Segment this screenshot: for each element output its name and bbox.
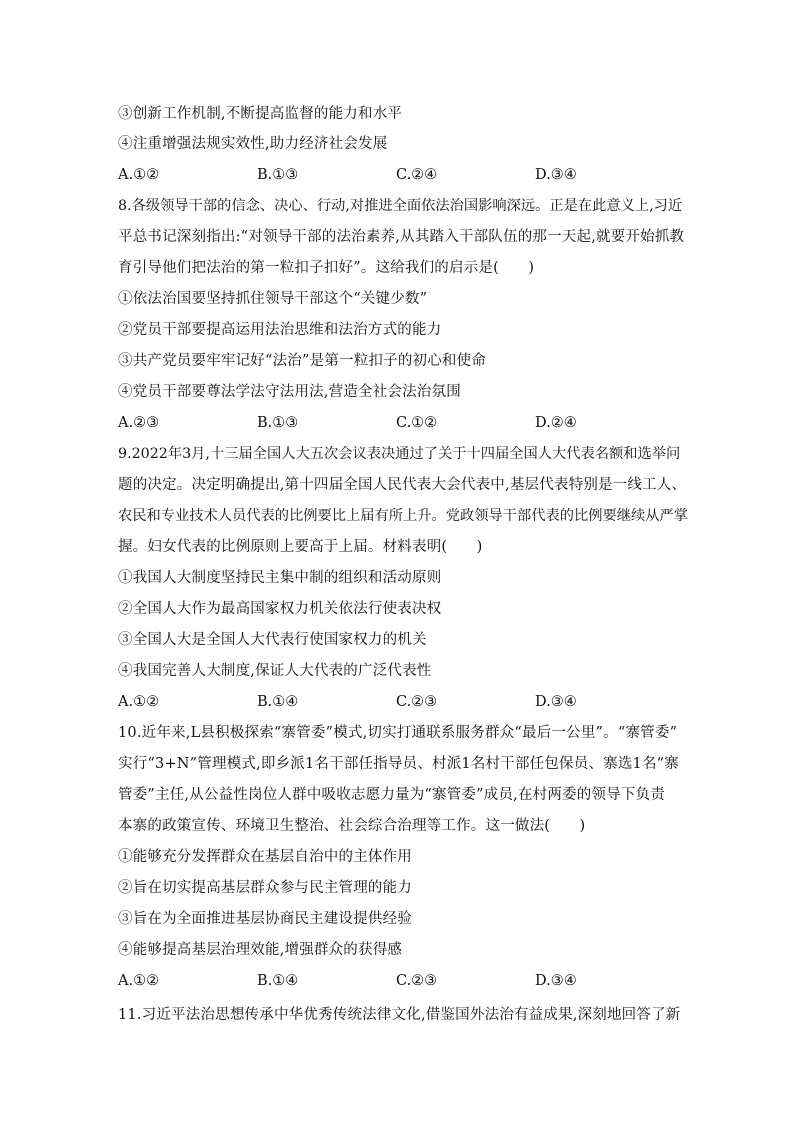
- q11-stem-line-1: 11.习近平法治思想传承中华优秀传统法律文化,借鉴国外法治有益成果,深刻地回答了新: [118, 1007, 681, 1023]
- q8-choice-c[interactable]: C.①②: [396, 415, 438, 431]
- q9-stem-line-3: 农民和专业技术人员代表的比例要比上届有所上升。党政领导干部代表的比例要继续从严掌: [118, 508, 689, 524]
- q9-option-3: ③全国人大是全国人大代表行使国家权力的机关: [118, 632, 427, 648]
- q10-option-2: ②旨在切实提高基层群众参与民主管理的能力: [118, 880, 412, 896]
- q10-choice-c[interactable]: C.②③: [396, 973, 438, 989]
- q10-option-1: ①能够充分发挥群众在基层自治中的主体作用: [118, 849, 412, 865]
- q10-stem-line-2: 实行“3+N”管理模式,即乡派1名干部任指导员、村派1名村干部任包保员、寨选1名“寨: [118, 756, 679, 772]
- q10-stem-line-1: 10.近年来,L县积极探索“寨管委”模式,切实打通联系服务群众“最后一公里”。“寨管委”: [118, 725, 678, 741]
- q10-option-3: ③旨在为全面推进基层协商民主建设提供经验: [118, 911, 412, 927]
- q9-stem-line-1: 9.2022年3月,十三届全国人大五次会议表决通过了关于十四届全国人大代表名额和选举问: [118, 446, 681, 462]
- q7-answer-choices: [118, 165, 688, 185]
- q8-choice-a[interactable]: A.②③: [118, 415, 160, 431]
- q9-choice-a[interactable]: A.①②: [118, 694, 160, 710]
- q9-choice-b[interactable]: B.①④: [257, 694, 299, 710]
- q10-choice-a[interactable]: A.①②: [118, 973, 160, 989]
- q10-choice-d[interactable]: D.③④: [535, 973, 577, 989]
- q9-choice-d[interactable]: D.③④: [535, 694, 577, 710]
- q10-choice-b[interactable]: B.①④: [257, 973, 299, 989]
- q8-choice-b[interactable]: B.①③: [257, 415, 299, 431]
- q9-option-1: ①我国人大制度坚持民主集中制的组织和活动原则: [118, 570, 442, 586]
- q8-stem-line-2: 平总书记深刻指出:“对领导干部的法治素养,从其踏入干部队伍的那一天起,就要开始抓教: [118, 229, 685, 245]
- q10-option-4: ④能够提高基层治理效能,增强群众的获得感: [118, 942, 403, 958]
- q8-stem-line-3: 育引导他们把法治的第一粒扣子扣好”。这给我们的启示是( ): [118, 260, 535, 276]
- q9-option-4: ④我国完善人大制度,保证人大代表的广泛代表性: [118, 663, 432, 679]
- q7-choice-c[interactable]: C.②④: [396, 167, 438, 183]
- q10-stem-line-3: 管委”主任,从公益性岗位人群中吸收志愿力量为“寨管委”成员,在村两委的领导下负责: [118, 787, 665, 803]
- q10-stem-line-4: 本寨的政策宣传、环境卫生整治、社会综合治理等工作。这一做法( ): [118, 818, 586, 834]
- q8-option-4: ④党员干部要尊法学法守法用法,营造全社会法治氛围: [118, 384, 461, 400]
- q7-option-4: ④注重增强法规实效性,助力经济社会发展: [118, 136, 388, 152]
- q8-option-2: ②党员干部要提高运用法治思维和法治方式的能力: [118, 322, 442, 338]
- q7-option-3: ③创新工作机制,不断提高监督的能力和水平: [118, 106, 403, 122]
- q8-choice-d[interactable]: D.②④: [535, 415, 577, 431]
- q8-stem-line-1: 8.各级领导干部的信念、决心、行动,对推进全面依法治国影响深远。正是在此意义上,习近: [118, 198, 683, 214]
- q9-stem-line-2: 题的决定。决定明确提出,第十四届全国人民代表大会代表中,基层代表特别是一线工人、: [118, 477, 687, 493]
- q8-answer-choices: [118, 413, 688, 433]
- q7-choice-d[interactable]: D.③④: [535, 167, 577, 183]
- q7-choice-b[interactable]: B.①③: [257, 167, 299, 183]
- q7-choice-a[interactable]: A.①②: [118, 167, 160, 183]
- q9-option-2: ②全国人大作为最高国家权力机关依法行使表决权: [118, 601, 442, 617]
- q9-choice-c[interactable]: C.②③: [396, 694, 438, 710]
- q8-option-3: ③共产党员要牢牢记好“法治”是第一粒扣子的初心和使命: [118, 353, 487, 369]
- q10-answer-choices: [118, 971, 688, 991]
- q9-stem-line-4: 握。妇女代表的比例原则上要高于上届。材料表明( ): [118, 539, 483, 555]
- q9-answer-choices: [118, 692, 688, 712]
- q8-option-1: ①依法治国要坚持抓住领导干部这个“关键少数”: [118, 291, 428, 307]
